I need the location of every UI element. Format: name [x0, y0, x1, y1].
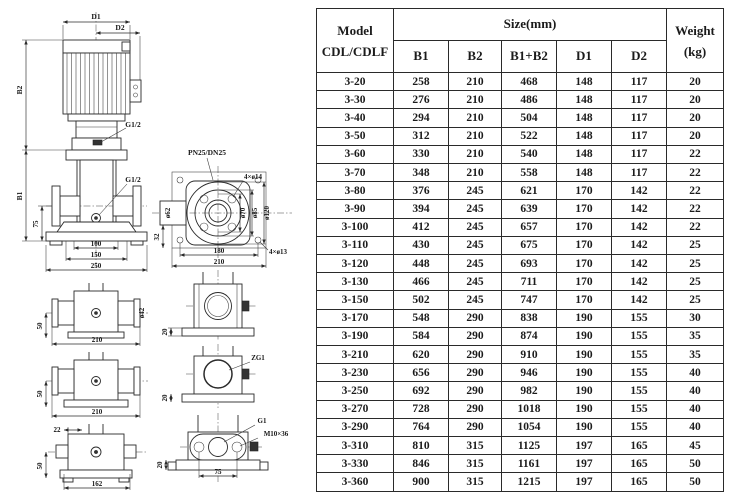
value-cell: 142 [612, 236, 667, 254]
value-cell: 142 [612, 182, 667, 200]
value-cell: 315 [449, 473, 502, 492]
model-series-label: CDL/CDLF [321, 43, 389, 59]
side-view-b [36, 352, 148, 418]
value-cell: 210 [449, 127, 502, 145]
value-cell: 711 [502, 273, 557, 291]
value-cell: 170 [557, 236, 612, 254]
value-cell: 468 [502, 73, 557, 91]
value-cell: 810 [394, 437, 449, 455]
pump-base [57, 222, 136, 232]
table-header [317, 9, 724, 73]
value-cell: 1161 [502, 455, 557, 473]
value-cell: 197 [557, 455, 612, 473]
dim-label-50c: 50 [36, 462, 44, 470]
value-cell: 657 [502, 218, 557, 236]
value-cell: 117 [612, 145, 667, 163]
weight-unit-label: (kg) [683, 43, 707, 59]
model-cell: 3-210 [317, 346, 394, 364]
dim-label-180: 180 [213, 247, 225, 255]
col-header-b1: B1 [394, 41, 449, 73]
value-cell: 22 [667, 200, 724, 218]
value-cell: 40 [667, 364, 724, 382]
table-row [317, 400, 724, 418]
pump-front-view [15, 12, 147, 272]
dim-label-20a: 20 [161, 328, 169, 336]
value-cell: 466 [394, 273, 449, 291]
value-cell: 20 [667, 127, 724, 145]
value-cell: 540 [502, 145, 557, 163]
col-header-b2: B2 [449, 41, 502, 73]
value-cell: 874 [502, 327, 557, 345]
weight-header-label: Weight [675, 22, 715, 38]
dim-label-210-flange: 210 [213, 258, 225, 266]
value-cell: 197 [557, 437, 612, 455]
value-cell: 584 [394, 327, 449, 345]
value-cell: 210 [449, 109, 502, 127]
model-cell: 3-120 [317, 255, 394, 273]
value-cell: 30 [667, 309, 724, 327]
value-cell: 448 [394, 255, 449, 273]
model-cell: 3-360 [317, 473, 394, 492]
thread-label-zg1: ZG1 [251, 354, 265, 362]
value-cell: 40 [667, 400, 724, 418]
port-side-view-1 [161, 270, 256, 340]
value-cell: 210 [449, 164, 502, 182]
value-cell: 22 [667, 164, 724, 182]
value-cell: 290 [449, 309, 502, 327]
discharge-flange [133, 186, 141, 226]
thread-label-g1: G1 [257, 417, 267, 425]
drain-port-label: G1/2 [125, 175, 141, 184]
value-cell: 1215 [502, 473, 557, 492]
value-cell: 155 [612, 400, 667, 418]
col-header-d2: D2 [612, 41, 667, 73]
value-cell: 148 [557, 145, 612, 163]
value-cell: 245 [449, 273, 502, 291]
value-cell: 148 [557, 164, 612, 182]
value-cell: 348 [394, 164, 449, 182]
value-cell: 290 [449, 418, 502, 436]
model-cell: 3-270 [317, 400, 394, 418]
value-cell: 675 [502, 236, 557, 254]
value-cell: 117 [612, 91, 667, 109]
flange-rating-label: PN25/DN25 [188, 148, 226, 157]
value-cell: 20 [667, 91, 724, 109]
dim-label-150: 150 [90, 251, 102, 259]
dim-label-50a: 50 [36, 322, 44, 330]
value-cell: 155 [612, 327, 667, 345]
value-cell: 25 [667, 236, 724, 254]
dim-label-75: 75 [32, 220, 40, 228]
value-cell: 846 [394, 455, 449, 473]
model-cell: 3-30 [317, 91, 394, 109]
value-cell: 170 [557, 291, 612, 309]
model-cell: 3-100 [317, 218, 394, 236]
value-cell: 142 [612, 273, 667, 291]
value-cell: 245 [449, 218, 502, 236]
value-cell: 210 [449, 91, 502, 109]
flange-top-view [152, 148, 292, 268]
dim-label-dia42: ø42 [138, 307, 146, 319]
weight-column-header [667, 9, 724, 73]
value-cell: 165 [612, 437, 667, 455]
value-cell: 190 [557, 418, 612, 436]
table-row [317, 255, 724, 273]
value-cell: 639 [502, 200, 557, 218]
value-cell: 190 [557, 346, 612, 364]
value-cell: 155 [612, 418, 667, 436]
value-cell: 1125 [502, 437, 557, 455]
value-cell: 258 [394, 73, 449, 91]
model-cell: 3-40 [317, 109, 394, 127]
table-row [317, 364, 724, 382]
model-cell: 3-70 [317, 164, 394, 182]
motor-cap [63, 40, 130, 53]
col-header-b1b2: B1+B2 [502, 41, 557, 73]
dim-label-20c: 20 [156, 461, 164, 469]
value-cell: 148 [557, 127, 612, 145]
dim-label-dia70: ø70 [239, 207, 247, 219]
value-cell: 25 [667, 273, 724, 291]
value-cell: 170 [557, 182, 612, 200]
value-cell: 170 [557, 273, 612, 291]
dim-label-dia120: ø120 [263, 206, 271, 220]
value-cell: 170 [557, 200, 612, 218]
table-row [317, 382, 724, 400]
table-row [317, 473, 724, 492]
dim-label-210a: 210 [91, 336, 103, 344]
model-cell: 3-330 [317, 455, 394, 473]
value-cell: 165 [612, 455, 667, 473]
model-column-header [317, 9, 394, 73]
value-cell: 1054 [502, 418, 557, 436]
value-cell: 245 [449, 236, 502, 254]
value-cell: 910 [502, 346, 557, 364]
table-row [317, 273, 724, 291]
value-cell: 22 [667, 182, 724, 200]
value-cell: 35 [667, 346, 724, 364]
value-cell: 312 [394, 127, 449, 145]
side-view-c [36, 424, 148, 490]
base-holes-label: 4×ø13 [269, 248, 287, 256]
value-cell: 290 [449, 346, 502, 364]
value-cell: 148 [557, 73, 612, 91]
dimension-table [316, 8, 724, 492]
value-cell: 728 [394, 400, 449, 418]
value-cell: 621 [502, 182, 557, 200]
pump-dimension-drawing [0, 0, 310, 500]
value-cell: 142 [612, 218, 667, 236]
value-cell: 210 [449, 73, 502, 91]
size-group-header: Size(mm) [394, 9, 667, 41]
value-cell: 900 [394, 473, 449, 492]
table-row [317, 437, 724, 455]
model-cell: 3-80 [317, 182, 394, 200]
value-cell: 35 [667, 327, 724, 345]
dim-label-dia62: ø62 [164, 207, 172, 219]
value-cell: 155 [612, 364, 667, 382]
value-cell: 502 [394, 291, 449, 309]
value-cell: 620 [394, 346, 449, 364]
value-cell: 117 [612, 164, 667, 182]
value-cell: 290 [449, 400, 502, 418]
vent-plug [93, 140, 102, 145]
value-cell: 148 [557, 109, 612, 127]
value-cell: 245 [449, 255, 502, 273]
value-cell: 747 [502, 291, 557, 309]
dim-label-50b: 50 [36, 390, 44, 398]
value-cell: 155 [612, 382, 667, 400]
table-row [317, 109, 724, 127]
value-cell: 142 [612, 200, 667, 218]
model-cell: 3-20 [317, 73, 394, 91]
value-cell: 315 [449, 437, 502, 455]
value-cell: 190 [557, 364, 612, 382]
dim-label-b1: B1 [15, 191, 24, 201]
value-cell: 430 [394, 236, 449, 254]
table-row [317, 327, 724, 345]
model-header-label: Model [337, 22, 373, 38]
value-cell: 1018 [502, 400, 557, 418]
model-cell: 3-230 [317, 364, 394, 382]
value-cell: 50 [667, 455, 724, 473]
value-cell: 20 [667, 73, 724, 91]
value-cell: 764 [394, 418, 449, 436]
table-row [317, 145, 724, 163]
table-row [317, 127, 724, 145]
value-cell: 155 [612, 309, 667, 327]
value-cell: 190 [557, 400, 612, 418]
value-cell: 22 [667, 218, 724, 236]
flange-holes-label: 4×ø14 [244, 173, 262, 181]
col-header-d1: D1 [557, 41, 612, 73]
model-cell: 3-90 [317, 200, 394, 218]
dim-label-22: 22 [53, 426, 61, 434]
model-cell: 3-150 [317, 291, 394, 309]
coupling-housing [76, 121, 117, 138]
table-row [317, 309, 724, 327]
value-cell: 40 [667, 382, 724, 400]
value-cell: 142 [612, 255, 667, 273]
value-cell: 155 [612, 346, 667, 364]
dim-label-d2: D2 [115, 23, 125, 32]
value-cell: 170 [557, 218, 612, 236]
value-cell: 210 [449, 145, 502, 163]
value-cell: 25 [667, 255, 724, 273]
value-cell: 117 [612, 127, 667, 145]
value-cell: 290 [449, 327, 502, 345]
table-row [317, 91, 724, 109]
model-cell: 3-130 [317, 273, 394, 291]
vent-port-label: G1/2 [125, 120, 141, 129]
value-cell: 548 [394, 309, 449, 327]
dim-label-250: 250 [90, 262, 102, 270]
dim-label-75b: 75 [214, 468, 222, 476]
table-row [317, 418, 724, 436]
model-cell: 3-170 [317, 309, 394, 327]
model-cell: 3-50 [317, 127, 394, 145]
value-cell: 25 [667, 291, 724, 309]
stud-label-m10x36: M10×36 [263, 430, 289, 438]
value-cell: 330 [394, 145, 449, 163]
value-cell: 190 [557, 327, 612, 345]
dim-label-b2: B2 [15, 85, 24, 95]
value-cell: 315 [449, 455, 502, 473]
value-cell: 558 [502, 164, 557, 182]
table-row [317, 73, 724, 91]
table-row [317, 346, 724, 364]
dim-label-dia85: ø85 [251, 207, 259, 219]
value-cell: 245 [449, 291, 502, 309]
model-cell: 3-190 [317, 327, 394, 345]
model-cell: 3-250 [317, 382, 394, 400]
value-cell: 142 [612, 291, 667, 309]
value-cell: 40 [667, 418, 724, 436]
dim-label-162: 162 [91, 480, 103, 488]
value-cell: 693 [502, 255, 557, 273]
model-cell: 3-290 [317, 418, 394, 436]
value-cell: 656 [394, 364, 449, 382]
value-cell: 165 [612, 473, 667, 492]
value-cell: 117 [612, 109, 667, 127]
side-view-a [36, 283, 148, 346]
dim-label-d1: D1 [91, 12, 101, 21]
table-row [317, 236, 724, 254]
table-body [317, 73, 724, 492]
value-cell: 50 [667, 473, 724, 492]
dim-label-32: 32 [153, 233, 161, 241]
value-cell: 276 [394, 91, 449, 109]
value-cell: 117 [612, 73, 667, 91]
spec-table-container [316, 8, 724, 492]
table-row [317, 164, 724, 182]
value-cell: 412 [394, 218, 449, 236]
model-cell: 3-60 [317, 145, 394, 163]
suction-flange [52, 186, 60, 226]
table-row [317, 200, 724, 218]
terminal-box [130, 80, 141, 102]
value-cell: 394 [394, 200, 449, 218]
outlet-flange-view [156, 413, 289, 482]
value-cell: 22 [667, 145, 724, 163]
value-cell: 20 [667, 109, 724, 127]
table-row [317, 218, 724, 236]
value-cell: 294 [394, 109, 449, 127]
dim-label-210b: 210 [91, 408, 103, 416]
table-row [317, 455, 724, 473]
model-cell: 3-310 [317, 437, 394, 455]
value-cell: 290 [449, 364, 502, 382]
dim-label-20b: 20 [161, 394, 169, 402]
port-side-view-2 [161, 344, 265, 408]
table-row [317, 291, 724, 309]
value-cell: 245 [449, 182, 502, 200]
value-cell: 692 [394, 382, 449, 400]
flange-bolt-hole [228, 195, 236, 203]
motor-body [63, 53, 130, 114]
pump-barrel [80, 160, 113, 222]
value-cell: 486 [502, 91, 557, 109]
value-cell: 982 [502, 382, 557, 400]
value-cell: 45 [667, 437, 724, 455]
value-cell: 148 [557, 91, 612, 109]
value-cell: 290 [449, 382, 502, 400]
value-cell: 504 [502, 109, 557, 127]
value-cell: 838 [502, 309, 557, 327]
value-cell: 245 [449, 200, 502, 218]
dim-label-100: 100 [90, 240, 102, 248]
model-cell: 3-110 [317, 236, 394, 254]
value-cell: 190 [557, 382, 612, 400]
value-cell: 197 [557, 473, 612, 492]
table-row [317, 182, 724, 200]
value-cell: 946 [502, 364, 557, 382]
value-cell: 522 [502, 127, 557, 145]
value-cell: 376 [394, 182, 449, 200]
value-cell: 170 [557, 255, 612, 273]
value-cell: 190 [557, 309, 612, 327]
